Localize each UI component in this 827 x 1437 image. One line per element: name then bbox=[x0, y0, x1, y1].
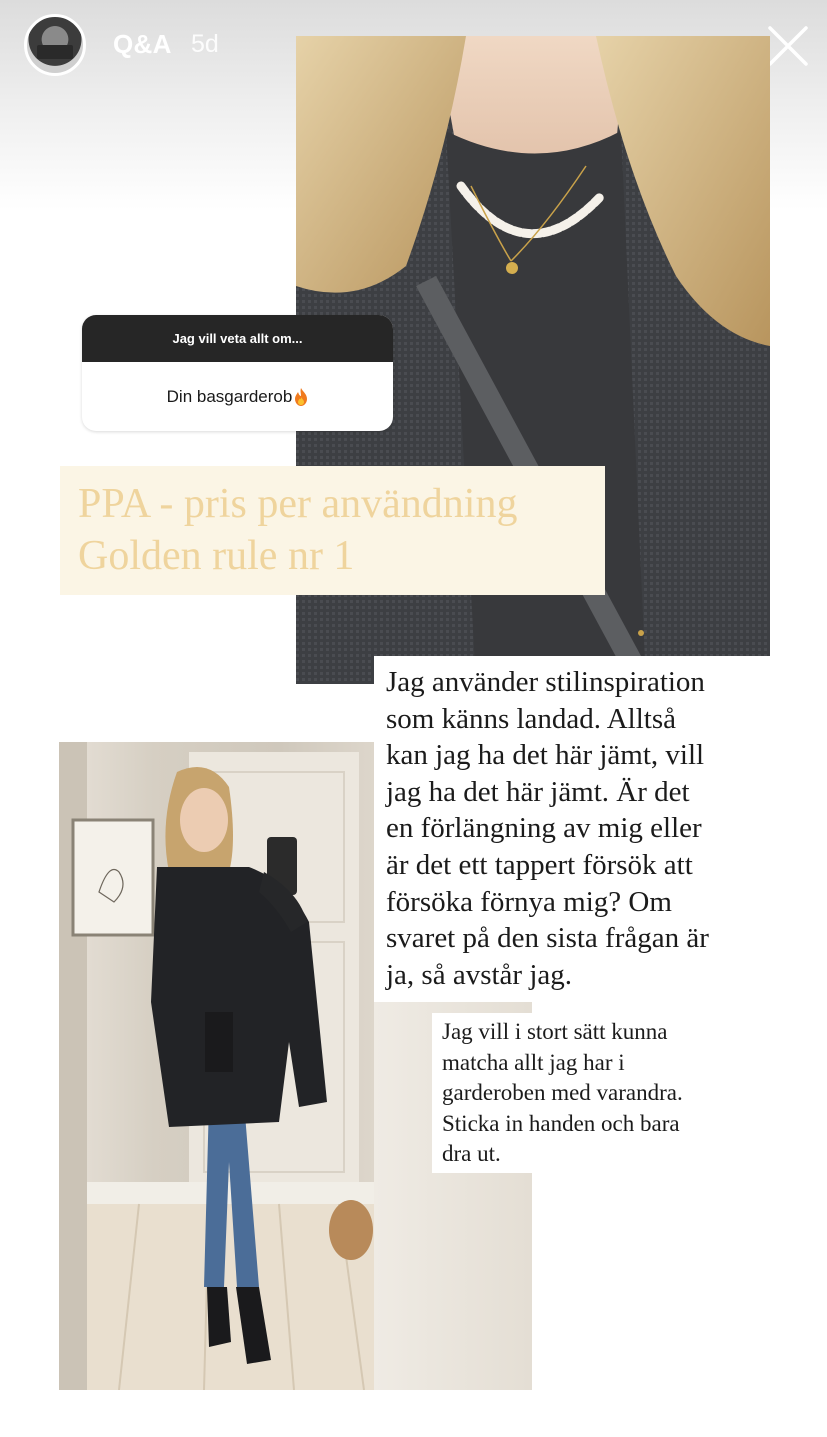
main-text-line: kan jag ha det här jämt, vill bbox=[386, 739, 705, 772]
story-title: Q&A bbox=[113, 29, 172, 59]
secondary-text-line: Jag vill i stort sätt kunna bbox=[442, 1019, 668, 1044]
secondary-text-line: dra ut. bbox=[442, 1141, 501, 1166]
avatar-thumbnail bbox=[37, 45, 73, 59]
ppa-banner bbox=[60, 466, 605, 595]
question-answer bbox=[82, 362, 393, 431]
main-text-line: Jag använder stilinspiration bbox=[386, 666, 705, 698]
profile-avatar[interactable] bbox=[24, 14, 86, 76]
question-sticker[interactable] bbox=[82, 315, 393, 431]
secondary-text-line: matcha allt jag har i bbox=[442, 1049, 625, 1075]
outfit-photo bbox=[59, 742, 374, 1390]
main-text-line: jag ha det här jämt. Är det bbox=[386, 775, 690, 808]
main-text-line: svaret på den sista frågan är bbox=[386, 922, 709, 955]
close-icon[interactable] bbox=[766, 24, 810, 68]
secondary-text-block bbox=[432, 1013, 693, 1173]
main-text-line: ja, så avstår jag. bbox=[386, 958, 573, 991]
main-text-block bbox=[374, 656, 770, 1002]
question-prompt: Jag vill veta allt om... bbox=[82, 315, 393, 362]
main-text-line: en förlängning av mig eller bbox=[386, 812, 702, 845]
ppa-banner-line-2: Golden rule nr 1 bbox=[78, 533, 355, 579]
main-text-line: som känns landad. Alltså bbox=[386, 702, 676, 735]
story-timestamp: 5d bbox=[191, 30, 219, 58]
question-answer-text: Din basgarderob bbox=[166, 386, 293, 406]
main-text-line: är det ett tappert försök att bbox=[386, 848, 693, 881]
secondary-text-line: Sticka in handen och bara bbox=[442, 1110, 680, 1136]
main-text-line: försöka förnya mig? Om bbox=[386, 885, 672, 918]
ppa-banner-line-1: PPA - pris per användning bbox=[78, 481, 518, 527]
secondary-text-line: garderoben med varandra. bbox=[442, 1080, 683, 1105]
fire-icon bbox=[294, 388, 308, 406]
